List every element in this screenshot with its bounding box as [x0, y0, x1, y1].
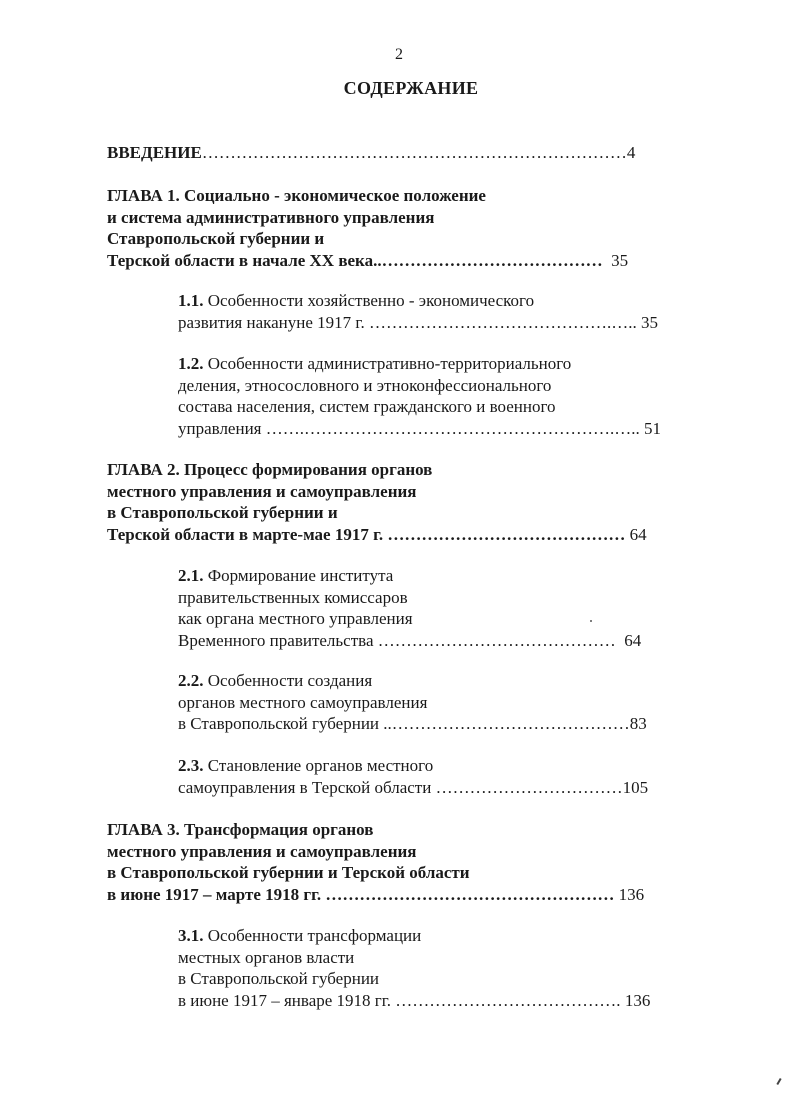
toc-entry-section-2-2[interactable] — [178, 670, 647, 735]
scan-speck — [590, 620, 592, 622]
chapter-title-line: Терской области в марте-мае 1917 г. …………………………………… — [107, 524, 626, 544]
chapter-title-line: местного управления и самоуправления — [107, 481, 417, 501]
toc-entry-section-2-1[interactable] — [178, 565, 641, 651]
section-title-line: в Ставропольской губернии — [178, 969, 380, 988]
page-ref: 136 — [618, 884, 645, 904]
section-title-line: местных органов власти — [178, 947, 355, 967]
section-title-line: правительственных комиссаров — [178, 587, 408, 607]
page-ref: 64 — [629, 524, 647, 544]
chapter-title-line: местного управления и самоуправления — [107, 841, 417, 861]
chapter-title-line: в июне 1917 – марте 1918 гг. …………………………………………… — [107, 884, 615, 904]
toc-entry-chapter-2[interactable] — [107, 459, 647, 545]
chapter-title-line: Ставропольской губернии и — [107, 229, 325, 248]
section-title-line: в Ставропольской губернии ..…………………………………… — [178, 714, 630, 733]
section-title-line: Особенности трансформации — [203, 926, 422, 945]
section-number: 1.1. — [178, 291, 204, 310]
page-ref: 83 — [629, 714, 647, 733]
page-ref: 35 — [611, 250, 629, 270]
toc-entry-introduction[interactable] — [107, 142, 635, 164]
section-number: 2.3. — [178, 756, 204, 775]
chapter-title-line: и система административного управления — [107, 207, 435, 227]
section-title-line: Особенности создания — [203, 671, 373, 690]
toc-entry-section-1-1[interactable] — [178, 290, 658, 333]
section-title-line: деления, этносословного и этноконфессионального — [178, 375, 552, 395]
page-ref: 35 — [640, 312, 658, 332]
chapter-title-line: ГЛАВА 1. Социально - экономическое положение — [107, 186, 486, 205]
page-ref: 4 — [626, 143, 636, 162]
page-number: 2 — [395, 46, 403, 63]
toc-entry-section-1-2[interactable] — [178, 353, 661, 439]
chapter-title-line: ГЛАВА 2. Процесс формирования органов — [107, 460, 433, 479]
toc-entry-chapter-1[interactable] — [107, 185, 628, 271]
chapter-title-line: Терской области в начале XX века..………………………………… — [107, 250, 603, 270]
section-title-line: развития накануне 1917 г. …………………………………….….. — [178, 312, 637, 332]
section-title-line: Временного правительства …………………………………… — [178, 630, 616, 650]
toc-entry-chapter-3[interactable] — [107, 819, 644, 905]
section-title-line: Становление органов местного — [203, 756, 434, 775]
section-title-line: как органа местного управления — [178, 609, 413, 628]
section-number: 1.2. — [178, 354, 204, 373]
section-number: 2.1. — [178, 566, 204, 585]
page-ref: 136 — [624, 990, 651, 1010]
section-title-line: Формирование института — [203, 566, 394, 585]
toc-entry-section-3-1[interactable] — [178, 925, 650, 1011]
page-ref: 64 — [624, 630, 642, 650]
toc-entry-section-2-3[interactable] — [178, 755, 648, 798]
section-title-line: самоуправления в Терской области …………………………… — [178, 777, 623, 797]
section-number: 2.2. — [178, 671, 204, 690]
page-title: СОДЕРЖАНИЕ — [343, 78, 479, 98]
section-number: 3.1. — [178, 926, 204, 945]
section-title-line: состава населения, систем гражданского и военного — [178, 397, 556, 416]
scan-mark — [776, 1078, 781, 1085]
chapter-title-line: в Ставропольской губернии и Терской области — [107, 863, 470, 882]
leader-dots: ………………………………………………………………… — [201, 143, 627, 162]
chapter-title-line: ГЛАВА 3. Трансформация органов — [107, 820, 374, 839]
chapter-title-line: в Ставропольской губернии и — [107, 503, 338, 522]
section-title-line: Особенности хозяйственно - экономического — [203, 291, 535, 310]
page-ref: 51 — [644, 418, 661, 438]
introduction-label: ВВЕДЕНИЕ — [107, 143, 202, 162]
section-title-line: в июне 1917 – январе 1918 гг. …………………………………. — [178, 990, 621, 1010]
section-title-line: органов местного самоуправления — [178, 692, 428, 712]
section-title-line: управления …….……………………………………………….….. — [178, 418, 640, 438]
section-title-line: Особенности административно-территориального — [203, 354, 572, 373]
page-ref: 105 — [622, 777, 649, 797]
